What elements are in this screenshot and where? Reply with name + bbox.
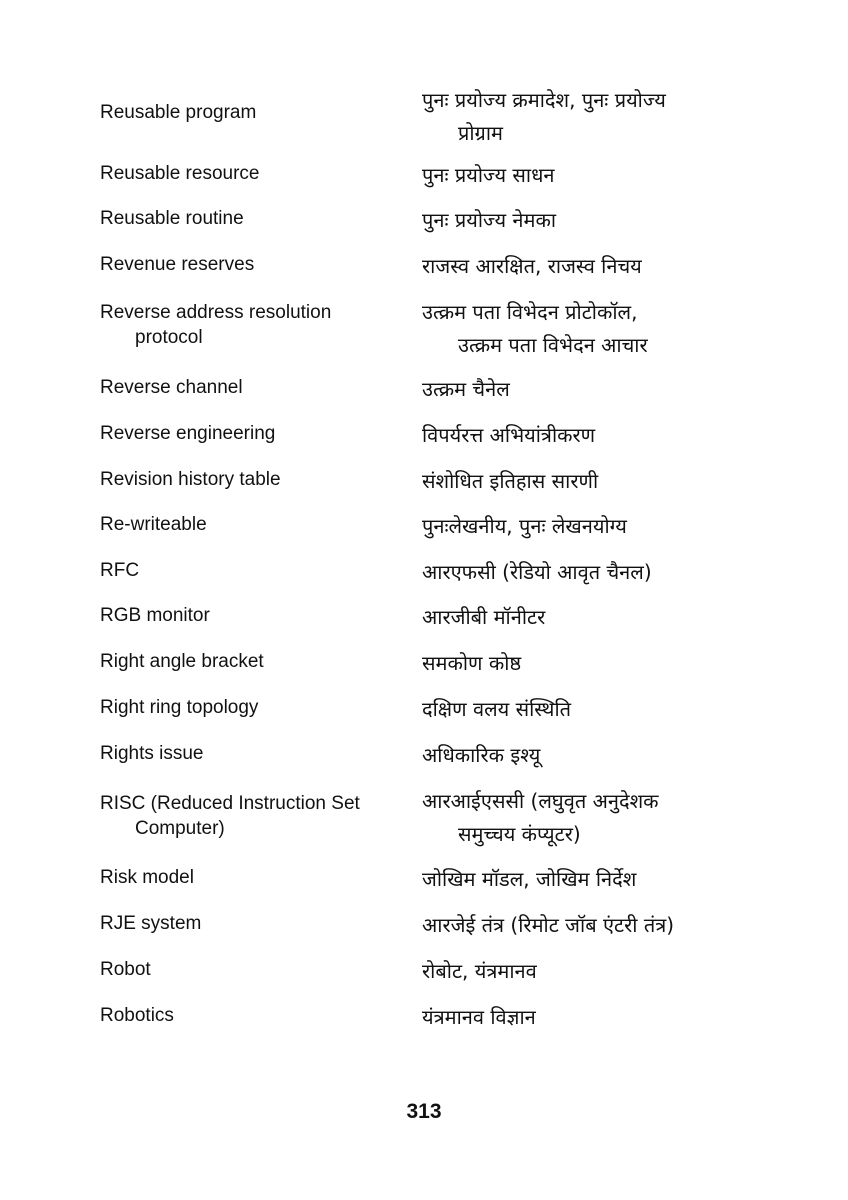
- entry-translation: [422, 556, 832, 589]
- term-text: Right ring topology: [100, 697, 259, 718]
- translation-text: पुनः प्रयोज्य क्रमादेश, पुनः प्रयोज्य: [422, 88, 666, 112]
- term-text: Revision history table: [100, 469, 281, 490]
- entry-term: [100, 865, 410, 890]
- translation-text: यंत्रमानव विज्ञान: [422, 1005, 536, 1029]
- entry-translation: [422, 373, 832, 406]
- term-continuation: protocol: [135, 327, 203, 348]
- term-text: Revenue reserves: [100, 254, 255, 275]
- term-text: Reverse channel: [100, 377, 243, 398]
- translation-text: राजस्व आरक्षित, राजस्व निचय: [422, 254, 642, 278]
- entry-term: [100, 100, 410, 125]
- translation-text: जोखिम मॉडल, जोखिम निर्देश: [422, 867, 637, 891]
- translation-text: समकोण कोष्ठ: [422, 651, 522, 675]
- entry-term: [100, 649, 410, 674]
- entry-translation: [422, 84, 832, 150]
- entry-term: [100, 375, 410, 400]
- term-text: Reverse address resolution: [100, 302, 332, 323]
- term-text: Reusable resource: [100, 163, 260, 184]
- entry-translation: [422, 785, 832, 851]
- translation-text: संशोधित इतिहास सारणी: [422, 469, 599, 493]
- translation-text: आरजेई तंत्र (रिमोट जॉब एंटरी तंत्र): [422, 913, 675, 937]
- entry-term: [100, 300, 410, 350]
- translation-text: पुनःलेखनीय, पुनः लेखनयोग्य: [422, 514, 627, 538]
- entry-translation: [422, 1001, 832, 1034]
- entry-translation: [422, 465, 832, 498]
- translation-continuation: प्रोग्राम: [458, 121, 503, 145]
- page-number: 313: [406, 1100, 442, 1123]
- term-text: Robotics: [100, 1005, 174, 1026]
- entry-term: [100, 206, 410, 231]
- entry-translation: [422, 204, 832, 237]
- entry-translation: [422, 159, 832, 192]
- translation-text: अधिकारिक इश्यू: [422, 743, 541, 767]
- entry-term: [100, 957, 410, 982]
- term-text: RGB monitor: [100, 605, 210, 626]
- translation-text: आरजीबी मॉनीटर: [422, 605, 546, 629]
- term-text: Rights issue: [100, 743, 204, 764]
- term-text: RFC: [100, 560, 140, 581]
- translation-text: आरएफसी (रेडियो आवृत चैनल): [422, 560, 652, 584]
- entry-term: [100, 161, 410, 186]
- term-text: Re-writeable: [100, 514, 207, 535]
- term-text: Reusable routine: [100, 208, 244, 229]
- entry-term: [100, 252, 410, 277]
- entry-term: [100, 512, 410, 537]
- entry-term: [100, 467, 410, 492]
- translation-text: दक्षिण वलय संस्थिति: [422, 697, 572, 721]
- entry-translation: [422, 909, 832, 942]
- term-text: Risk model: [100, 867, 194, 888]
- entry-translation: [422, 296, 832, 362]
- translation-text: रोबोट, यंत्रमानव: [422, 959, 537, 983]
- translation-continuation: समुच्चय कंप्यूटर): [458, 822, 581, 846]
- entry-translation: [422, 250, 832, 283]
- entry-translation: [422, 419, 832, 452]
- translation-text: विपर्यरत्त अभियांत्रीकरण: [422, 423, 596, 447]
- entry-translation: [422, 863, 832, 896]
- translation-text: पुनः प्रयोज्य नेमका: [422, 208, 557, 232]
- translation-text: उत्क्रम चैनेल: [422, 377, 510, 401]
- term-text: Reverse engineering: [100, 423, 276, 444]
- term-continuation: Computer): [135, 818, 225, 839]
- entry-term: [100, 741, 410, 766]
- entry-translation: [422, 601, 832, 634]
- entry-term: [100, 1003, 410, 1028]
- entry-term: [100, 558, 410, 583]
- entry-term: [100, 603, 410, 628]
- entry-term: [100, 421, 410, 446]
- entry-translation: [422, 647, 832, 680]
- entry-term: [100, 911, 410, 936]
- term-text: Right angle bracket: [100, 651, 264, 672]
- entry-translation: [422, 693, 832, 726]
- entry-translation: [422, 955, 832, 988]
- term-text: RJE system: [100, 913, 202, 934]
- translation-text: आरआईएससी (लघुवृत अनुदेशक: [422, 789, 659, 813]
- entry-term: [100, 791, 410, 841]
- entry-translation: [422, 510, 832, 543]
- entry-translation: [422, 739, 832, 772]
- term-text: RISC (Reduced Instruction Set: [100, 793, 360, 814]
- translation-text: पुनः प्रयोज्य साधन: [422, 163, 555, 187]
- translation-text: उत्क्रम पता विभेदन प्रोटोकॉल,: [422, 300, 638, 324]
- term-text: Robot: [100, 959, 151, 980]
- translation-continuation: उत्क्रम पता विभेदन आचार: [458, 333, 648, 357]
- entry-term: [100, 695, 410, 720]
- term-text: Reusable program: [100, 102, 257, 123]
